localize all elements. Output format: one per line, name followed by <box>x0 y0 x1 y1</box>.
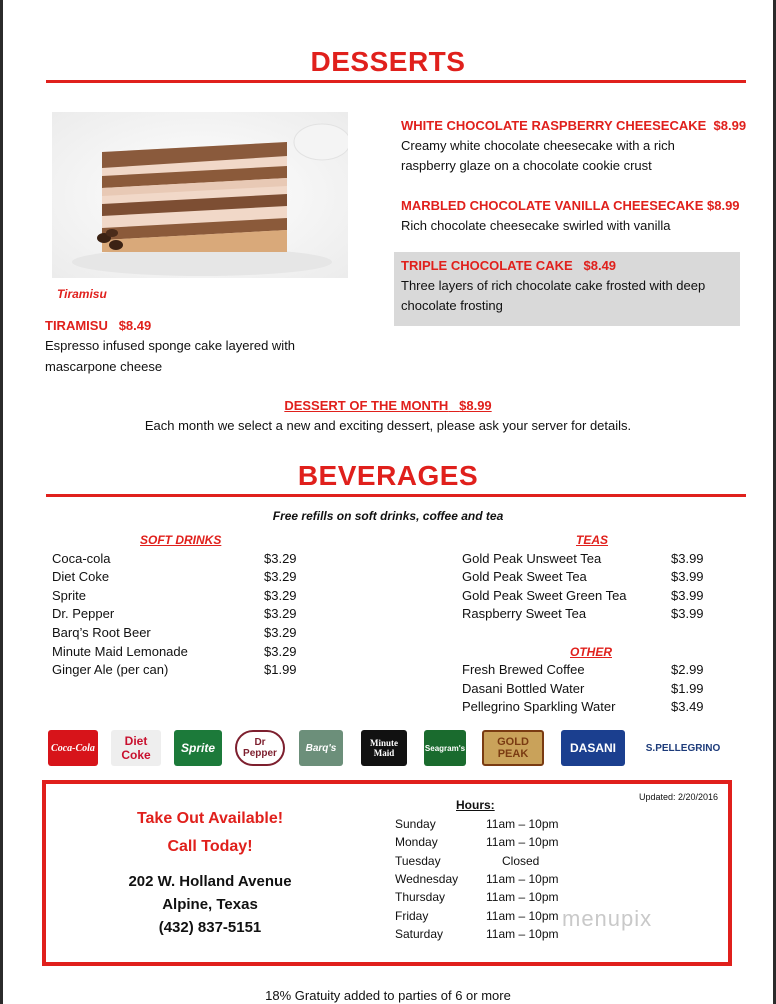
hours-day: Saturday <box>395 927 444 941</box>
other-price: $3.49 <box>671 699 704 714</box>
tiramisu-desc-1: Espresso infused sponge cake layered with <box>45 338 296 353</box>
hours-day: Tuesday <box>395 854 441 868</box>
white-choc-price: $8.99 <box>713 118 747 133</box>
dr-pepper-logo: Dr Pepper <box>235 730 285 766</box>
barqs-logo: Barq's <box>299 730 343 766</box>
phone-number: (432) 837-5151 <box>158 919 262 936</box>
soft-drink-name: Minute Maid Lemonade <box>52 644 188 659</box>
month-title <box>0 398 776 413</box>
dasani-logo: DASANI <box>561 730 625 766</box>
updated-date: Updated: 2/20/2016 <box>639 792 719 802</box>
menupix-watermark: menupix <box>562 906 653 931</box>
hours-time: 11am – 10pm <box>486 817 559 831</box>
photo-caption: Tiramisu <box>57 287 107 301</box>
soft-drink-price: $3.29 <box>264 625 297 640</box>
desserts-rule <box>46 80 746 83</box>
other-price: $1.99 <box>671 681 704 696</box>
soft-drink-name: Ginger Ale (per can) <box>52 662 169 677</box>
call-text: Call Today! <box>167 838 253 855</box>
tiramisu-name: TIRAMISU <box>45 318 108 333</box>
free-refills-note: Free refills on soft drinks, coffee and tea <box>272 509 504 523</box>
soft-drink-name: Coca-cola <box>52 551 111 566</box>
beverages-rule <box>46 494 746 497</box>
white-choc-desc-2: raspberry glaze on a chocolate cookie crust <box>401 158 652 173</box>
month-name: DESSERT OF THE MONTH <box>284 398 449 413</box>
soft-drink-name: Dr. Pepper <box>52 606 115 621</box>
gold-peak-logo: GOLD PEAK <box>482 730 544 766</box>
hours-day: Thursday <box>395 890 446 904</box>
hours-time: 11am – 10pm <box>486 890 559 904</box>
tea-price: $3.99 <box>671 588 704 603</box>
tea-price: $3.99 <box>671 569 704 584</box>
other-name: Dasani Bottled Water <box>462 681 585 696</box>
page-edge-left <box>0 0 3 1004</box>
hours-time: Closed <box>502 854 540 868</box>
takeout-text: Take Out Available! <box>136 810 284 827</box>
soft-drink-price: $3.29 <box>264 644 297 659</box>
month-price: $8.99 <box>459 398 492 413</box>
soft-drink-name: Sprite <box>52 588 86 603</box>
tiramisu-title <box>45 318 151 333</box>
tea-price: $3.99 <box>671 606 704 621</box>
hours-time: 11am – 10pm <box>486 835 559 849</box>
soft-drink-price: $3.29 <box>264 551 297 566</box>
seagrams-logo: Seagram's <box>424 730 466 766</box>
triple-name: TRIPLE CHOCOLATE CAKE <box>401 258 573 273</box>
sprite-logo: Sprite <box>174 730 222 766</box>
other-name: Fresh Brewed Coffee <box>462 662 585 677</box>
other-price: $2.99 <box>671 662 704 677</box>
marbled-price: $8.99 <box>707 198 740 213</box>
s-pellegrino-logo: S.PELLEGRINO <box>638 730 728 766</box>
tiramisu-desc-2: mascarpone cheese <box>45 359 163 374</box>
hours-time: 11am – 10pm <box>486 909 559 923</box>
triple-desc-1: Three layers of rich chocolate cake frosted with deep <box>401 278 706 293</box>
marbled-name: MARBLED CHOCOLATE VANILLA CHEESECAKE <box>401 198 704 213</box>
diet-coke-logo: Diet Coke <box>111 730 161 766</box>
minute-maid-logo: Minute Maid <box>361 730 407 766</box>
tea-name: Gold Peak Unsweet Tea <box>462 551 602 566</box>
white-choc-name: WHITE CHOCOLATE RASPBERRY CHEESECAKE <box>401 118 707 133</box>
white-choc-title <box>401 118 746 133</box>
white-choc-desc-1: Creamy white chocolate cheesecake with a rich <box>401 138 675 153</box>
hours-day: Friday <box>395 909 429 923</box>
soft-drink-price: $3.29 <box>264 569 297 584</box>
tea-price: $3.99 <box>671 551 704 566</box>
triple-title <box>401 258 616 273</box>
gratuity-note: 18% Gratuity added to parties of 6 or more <box>265 988 511 1003</box>
soft-drink-name: Diet Coke <box>52 569 110 584</box>
triple-desc-2: chocolate frosting <box>401 298 503 313</box>
tiramisu-price: $8.49 <box>118 318 152 333</box>
other-heading: OTHER <box>570 645 612 659</box>
soft-drink-price: $1.99 <box>264 662 297 677</box>
hours-time: 11am – 10pm <box>486 927 559 941</box>
hours-heading: Hours: <box>456 798 495 812</box>
soft-drink-name: Barq’s Root Beer <box>52 625 151 640</box>
teas-heading: TEAS <box>576 533 609 547</box>
city-line: Alpine, Texas <box>162 896 258 913</box>
triple-price: $8.49 <box>583 258 617 273</box>
soft-drink-price: $3.29 <box>264 588 297 603</box>
soft-drinks-heading: SOFT DRINKS <box>140 533 222 547</box>
tiramisu-photo <box>52 112 348 278</box>
address-line: 202 W. Holland Avenue <box>128 873 292 890</box>
tea-name: Gold Peak Sweet Tea <box>462 569 587 584</box>
marbled-title <box>401 198 740 213</box>
beverages-title: BEVERAGES <box>297 460 479 491</box>
coca-cola-logo: Coca-Cola <box>48 730 98 766</box>
marbled-desc-1: Rich chocolate cheesecake swirled with vanilla <box>401 218 671 233</box>
hours-time: 11am – 10pm <box>486 872 559 886</box>
hours-day: Monday <box>395 835 438 849</box>
desserts-title: DESSERTS <box>310 46 466 77</box>
hours-day: Sunday <box>395 817 436 831</box>
tea-name: Raspberry Sweet Tea <box>462 606 587 621</box>
tea-name: Gold Peak Sweet Green Tea <box>462 588 627 603</box>
hours-day: Wednesday <box>395 872 459 886</box>
month-desc: Each month we select a new and exciting dessert, please ask your server for details. <box>144 418 632 433</box>
soft-drink-price: $3.29 <box>264 606 297 621</box>
other-name: Pellegrino Sparkling Water <box>462 699 616 714</box>
